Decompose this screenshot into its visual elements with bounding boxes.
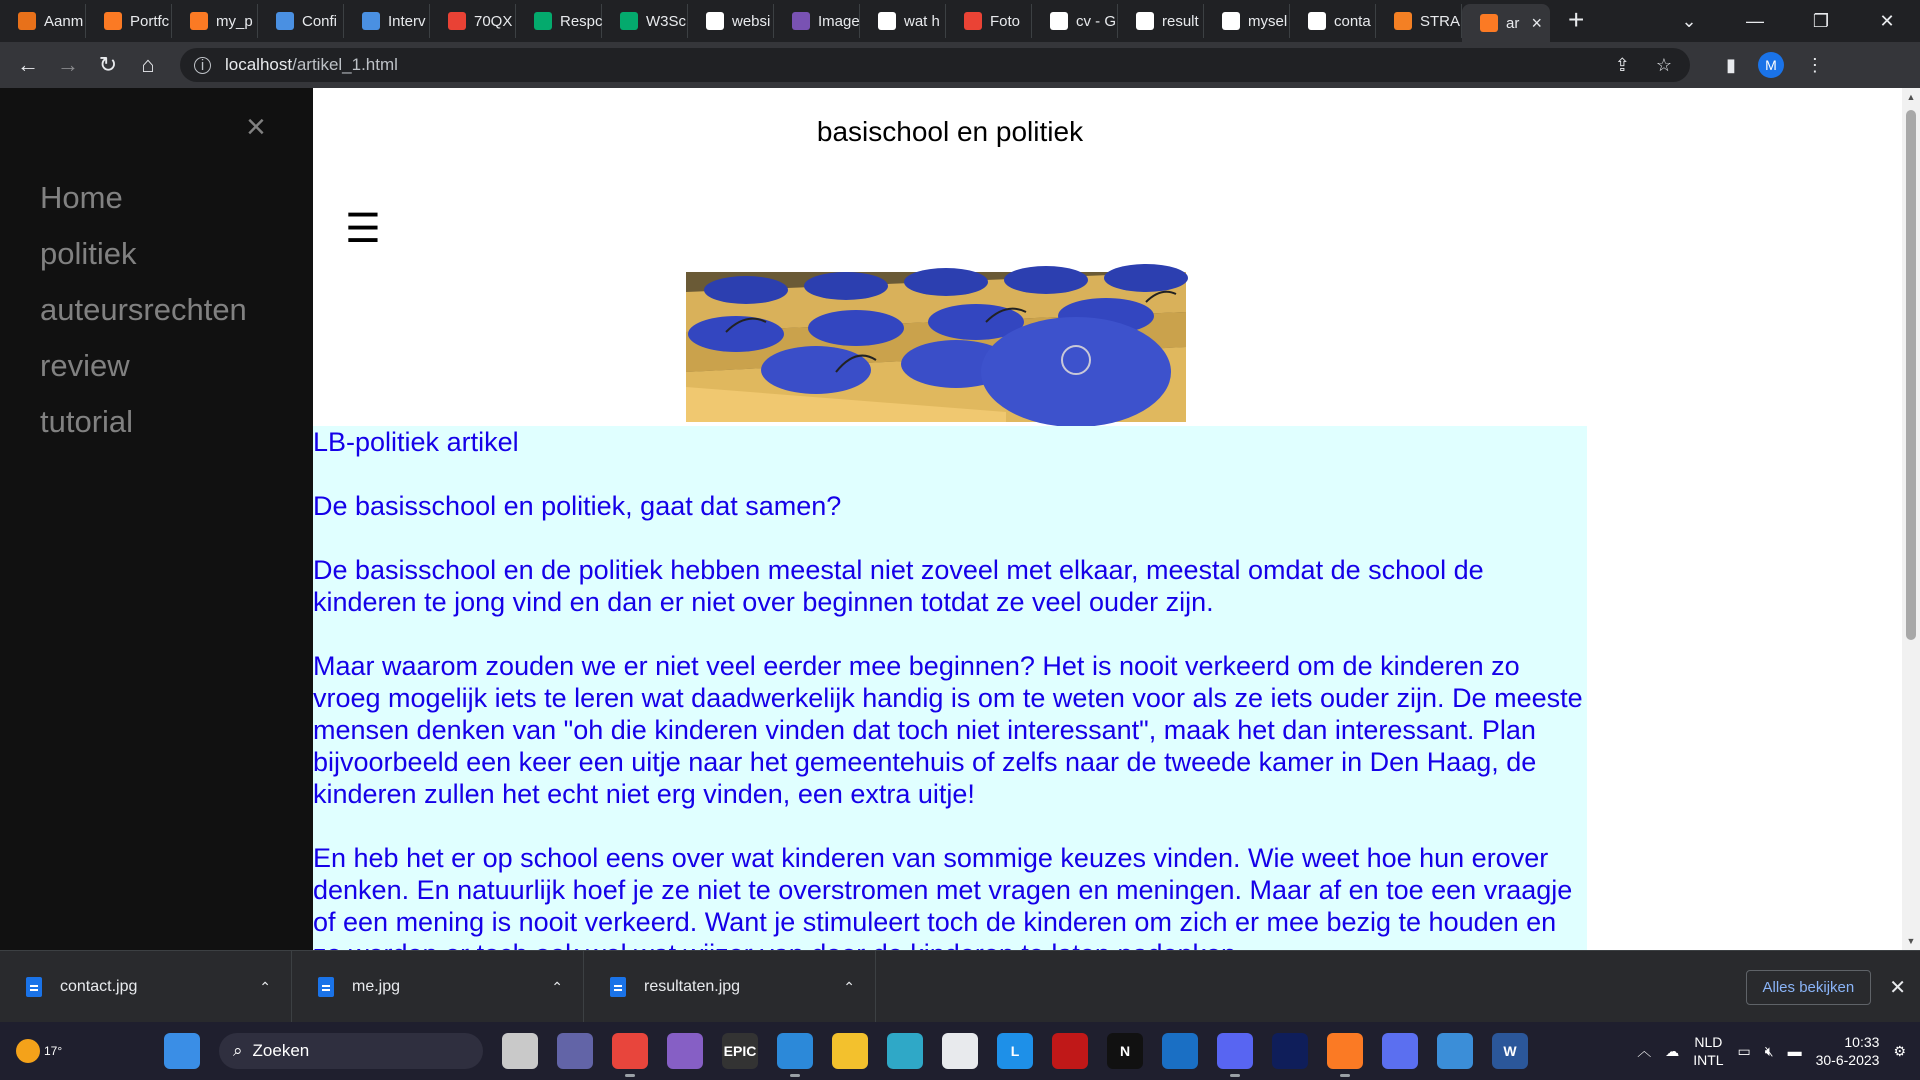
article-paragraph: Maar waarom zouden we er niet veel eerder mee beginnen? Het is nooit verkeerd om de kinderen zo vroeg mogelijk iets te leren wat daadwerkelijk handig is om te weten voor als ze iets ouder zijn. De meeste mensen denken van "oh die kinderen vinden dat toch niet interessant", maak het dan interessant. Plan bijvoorbeeld een keer een uitje naar het gemeentehuis of zelfs naar de tweede kamer in Den Haag, de kinderen zullen het echt niet erg vinden, een extra uitje!	[313, 651, 1583, 809]
clock-date: 30-6-2023	[1815, 1052, 1880, 1068]
app-icon-label: L	[1010, 1043, 1020, 1059]
network-icon[interactable]: ▭	[1737, 1042, 1751, 1059]
l-app-icon[interactable]	[997, 1033, 1033, 1069]
xampp-task-icon[interactable]	[1327, 1033, 1363, 1069]
back-button[interactable]: ←	[17, 52, 39, 77]
tab-label: websi	[732, 12, 771, 30]
browser-tab[interactable]	[688, 4, 774, 38]
vpn-icon[interactable]	[1382, 1033, 1418, 1069]
tab-label: Image	[818, 12, 860, 30]
google-icon	[1050, 12, 1068, 30]
browser-tab[interactable]	[1290, 4, 1376, 38]
url-host: localhost	[225, 55, 293, 74]
downloads-shelf	[0, 950, 1920, 1023]
google-icon	[1222, 12, 1240, 30]
view-all-downloads-button[interactable]: Alles bekijken	[1746, 970, 1872, 1005]
epic-games-icon[interactable]	[722, 1033, 758, 1069]
gmail-icon	[964, 12, 982, 30]
store-icon[interactable]	[942, 1033, 978, 1069]
article-label: LB-politiek artikel	[313, 427, 519, 457]
windows-taskbar	[0, 1022, 1920, 1080]
keyboard-layout: INTL	[1693, 1052, 1724, 1068]
browser-tab[interactable]	[1118, 4, 1204, 38]
tab-label: cv - G	[1076, 12, 1116, 30]
xampp-icon	[104, 12, 122, 30]
clock-time: 10:33	[1844, 1034, 1880, 1050]
google-icon	[1136, 12, 1154, 30]
browser-tab[interactable]	[1032, 4, 1118, 38]
article-paragraph: De basisschool en de politiek hebben meestal niet zoveel met elkaar, meestal omdat de school de kinderen te jong vind en dan er niet over beginnen totdat ze veel ouder zijn.	[313, 555, 1484, 617]
tab-search-chevron-icon[interactable]: ⌄	[1681, 10, 1697, 31]
tab-label: Respc	[560, 12, 603, 30]
folder-icon[interactable]	[832, 1033, 868, 1069]
article-heading: De basisschool en politiek, gaat dat samen?	[313, 491, 842, 521]
article-body	[313, 426, 1587, 966]
tab-label: mysel	[1248, 12, 1288, 30]
outlook-icon[interactable]	[1162, 1033, 1198, 1069]
weather-sun-icon	[16, 1039, 40, 1063]
download-item[interactable]	[0, 951, 292, 1023]
its-icon	[18, 12, 36, 30]
google-icon	[706, 12, 724, 30]
start-icon[interactable]	[164, 1033, 200, 1069]
tab-label: Interv	[388, 12, 426, 30]
vscode-icon[interactable]	[777, 1033, 813, 1069]
app-icon-label: EPIC	[723, 1043, 757, 1059]
window-controls	[1656, 0, 1920, 42]
tab-strip	[0, 0, 1920, 42]
search-placeholder: Zoeken	[252, 1041, 310, 1060]
tab-label: STRA	[1420, 12, 1461, 30]
download-filename: contact.jpg	[60, 978, 138, 995]
temperature: 17°	[44, 1044, 63, 1058]
browser-tab[interactable]	[172, 4, 258, 38]
tab-active[interactable]	[1462, 4, 1550, 42]
url-path: /artikel_1.html	[292, 55, 398, 74]
tab-label: my_p	[216, 12, 253, 30]
chrome-menu-icon[interactable]: ⋮	[1805, 54, 1824, 75]
chevron-up-icon[interactable]: ⌃	[259, 978, 271, 995]
tab-label: result	[1162, 12, 1199, 30]
download-filename: me.jpg	[352, 978, 401, 995]
nav-link-politiek[interactable]: politiek	[40, 236, 137, 271]
tab-label: 70QX	[474, 12, 513, 30]
chevron-up-icon[interactable]: ⌃	[551, 978, 563, 995]
google-icon	[878, 12, 896, 30]
bootstrap-icon	[792, 12, 810, 30]
browser-tab[interactable]	[1376, 4, 1462, 38]
paint-icon[interactable]	[1437, 1033, 1473, 1069]
page-scrollbar[interactable]	[1902, 88, 1920, 950]
page-viewport	[0, 88, 1902, 950]
page-title: basischool en politiek	[816, 116, 1084, 147]
close-window-button[interactable]: ✕	[1879, 10, 1895, 31]
forward-button[interactable]: →	[57, 52, 79, 77]
close-tab-icon[interactable]: ×	[1531, 12, 1542, 33]
image-file-icon	[26, 977, 42, 997]
clock[interactable]	[1816, 1033, 1880, 1069]
side-navigation	[0, 88, 313, 950]
volume-muted-icon[interactable]: 🔇︎	[1764, 1042, 1774, 1059]
browser-tab[interactable]	[1204, 4, 1290, 38]
battery-icon[interactable]: ▬	[1787, 1043, 1802, 1059]
app-icon-label: N	[1119, 1043, 1131, 1059]
home-button[interactable]: ⌂	[141, 52, 155, 77]
nav-link-auteursrechten[interactable]: auteursrechten	[40, 292, 247, 327]
language-code: NLD	[1694, 1034, 1723, 1050]
tab-label: Confi	[302, 12, 338, 30]
new-tab-button[interactable]: +	[1568, 4, 1585, 35]
side-panel-icon[interactable]: ▮	[1726, 54, 1736, 75]
parliament-seats-image	[686, 272, 1186, 422]
app-icon-label: W	[1503, 1043, 1517, 1059]
taskbar-apps	[164, 1022, 1528, 1080]
browser-tab[interactable]	[516, 4, 602, 38]
onedrive-icon[interactable]: ☁	[1665, 1042, 1680, 1059]
browser-toolbar	[0, 42, 1920, 88]
scrollbar-thumb[interactable]	[1906, 110, 1916, 640]
close-downloads-icon[interactable]: ✕	[1889, 976, 1906, 999]
scroll-down-icon[interactable]: ▼	[1906, 936, 1916, 946]
notifications-icon[interactable]: ⚙	[1893, 1042, 1906, 1059]
article-paragraph: En heb het er op school eens over wat kinderen van sommige keuzes vinden. Wie weet hoe hun erover denken. En natuurlijk hoef je ze niet te overstromen met vragen en meningen. Maar af en toe een vraagje of een mening is nooit verkeerd. Want je stimuleert toch de kinderen om zich er mee bezig te houden en	[313, 843, 1573, 937]
edge-icon[interactable]	[887, 1033, 923, 1069]
file-explorer-task-icon[interactable]	[502, 1033, 538, 1069]
tab-list	[0, 0, 1550, 42]
image-file-icon	[318, 977, 334, 997]
download-item[interactable]	[292, 951, 584, 1023]
tab-label: Foto	[990, 12, 1021, 30]
browser-tab[interactable]	[860, 4, 946, 38]
nav-link-home[interactable]: Home	[40, 180, 123, 215]
google-icon	[1308, 12, 1326, 30]
nav-list	[40, 170, 247, 450]
tab-label: conta	[1334, 12, 1371, 30]
image-file-icon	[610, 977, 626, 997]
download-filename: resultaten.jpg	[644, 978, 741, 995]
system-tray	[1637, 1022, 1920, 1080]
address-bar[interactable]	[180, 48, 1690, 82]
tab-label: wat h	[904, 12, 940, 30]
scroll-up-icon[interactable]: ▲	[1906, 92, 1916, 102]
tab-label: Portfc	[130, 12, 170, 30]
word-icon[interactable]	[1492, 1033, 1528, 1069]
share-icon[interactable]: ⇪	[1614, 54, 1630, 75]
restore-button[interactable]: ❐	[1812, 10, 1830, 31]
xampp-icon	[1480, 14, 1498, 32]
discord-icon[interactable]	[1217, 1033, 1253, 1069]
chrome-icon[interactable]	[612, 1033, 648, 1069]
mcafee-icon[interactable]	[1052, 1033, 1088, 1069]
browser-tab[interactable]	[602, 4, 688, 38]
netflix-icon[interactable]	[1107, 1033, 1143, 1069]
nav-link-tutorial[interactable]: tutorial	[40, 404, 134, 439]
parliament-photo	[686, 272, 1186, 422]
taskbar-search[interactable]	[219, 1033, 483, 1069]
search-icon: ⌕	[233, 1041, 243, 1060]
browser-tab[interactable]	[946, 4, 1032, 38]
weather-widget[interactable]	[16, 1039, 62, 1063]
docs-icon	[362, 12, 380, 30]
w3-icon	[534, 12, 552, 30]
tab-label: Aanm	[44, 12, 84, 30]
browser-tab[interactable]	[258, 4, 344, 38]
profile-avatar[interactable]: M	[1758, 52, 1784, 78]
pinwheel-icon	[448, 12, 466, 30]
browser-tab[interactable]	[0, 4, 86, 38]
browser-tab[interactable]	[430, 4, 516, 38]
disney-icon[interactable]	[1272, 1033, 1308, 1069]
hamburger-menu-icon[interactable]: ☰	[345, 207, 381, 251]
download-item[interactable]	[584, 951, 876, 1023]
chevron-up-icon[interactable]: ⌃	[843, 978, 855, 995]
docs-icon	[276, 12, 294, 30]
tray-overflow-icon[interactable]: ︿	[1637, 1043, 1652, 1059]
minimize-button[interactable]: —	[1746, 10, 1764, 31]
close-nav-icon[interactable]: ×	[246, 108, 266, 146]
browser-tab[interactable]	[774, 4, 860, 38]
xampp-icon	[190, 12, 208, 30]
nav-link-review[interactable]: review	[40, 348, 130, 383]
tab-label: W3Sc	[646, 12, 687, 30]
browser-tab[interactable]	[344, 4, 430, 38]
teams-icon[interactable]	[557, 1033, 593, 1069]
language-indicator[interactable]	[1693, 1033, 1723, 1069]
bookmark-star-icon[interactable]: ☆	[1655, 54, 1672, 75]
stackoverflow-icon	[1394, 12, 1412, 30]
w3-icon	[620, 12, 638, 30]
site-info-icon[interactable]: i	[194, 57, 211, 74]
download-list	[0, 951, 876, 1023]
reload-button[interactable]: ↻	[98, 52, 118, 77]
visual-studio-icon[interactable]	[667, 1033, 703, 1069]
tab-label: ar	[1506, 14, 1520, 32]
browser-tab[interactable]	[86, 4, 172, 38]
